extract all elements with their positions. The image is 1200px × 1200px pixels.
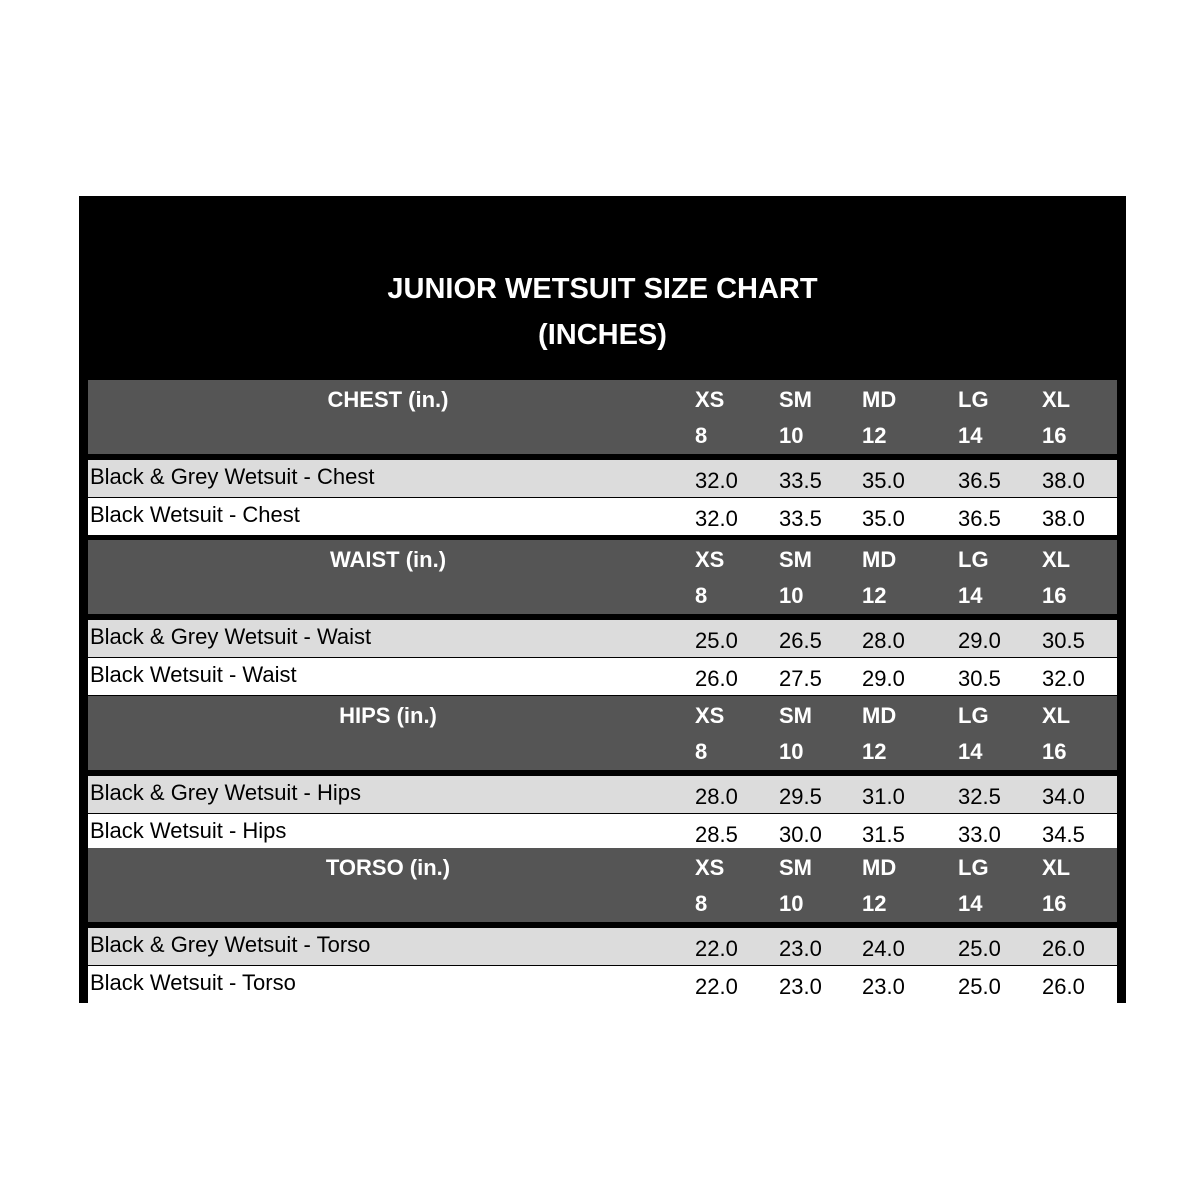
- row-label: Black Wetsuit - Waist: [90, 662, 297, 687]
- section-header-label: TORSO (in.): [325, 855, 451, 880]
- table-row: [88, 928, 1117, 965]
- size-code: XS: [695, 855, 725, 880]
- measurement-cell: 23.0: [779, 974, 822, 999]
- size-number: 10: [779, 583, 804, 608]
- section-header-label: HIPS (in.): [339, 703, 437, 728]
- measurement-cell: 31.0: [862, 784, 905, 809]
- measurement-cell: 35.0: [862, 506, 905, 531]
- size-number: 16: [1042, 891, 1067, 916]
- measurement-cell: 29.0: [958, 628, 1001, 653]
- size-code: SM: [779, 703, 812, 728]
- row-label: Black Wetsuit - Torso: [90, 970, 296, 995]
- measurement-cell: 28.0: [695, 784, 738, 809]
- measurement-cell: 33.0: [958, 822, 1001, 847]
- chart-title-line2: (INCHES): [538, 319, 667, 351]
- size-column-header: [779, 850, 812, 922]
- measurement-cell: 26.0: [1042, 936, 1085, 961]
- measurement-cell: 33.5: [779, 506, 822, 531]
- size-code: LG: [958, 387, 989, 412]
- size-number: 8: [695, 739, 708, 764]
- measurement-cell: 32.0: [1042, 666, 1085, 691]
- size-number: 12: [862, 583, 887, 608]
- section-header-label: CHEST (in.): [327, 387, 449, 412]
- measurement-cell: 28.5: [695, 822, 738, 847]
- size-code: XL: [1042, 855, 1071, 880]
- size-code: LG: [958, 855, 989, 880]
- row-label: Black & Grey Wetsuit - Torso: [90, 932, 371, 957]
- size-number: 14: [958, 423, 983, 448]
- size-number: 10: [779, 891, 804, 916]
- size-column-header: [958, 850, 989, 922]
- size-column-header: [958, 382, 989, 454]
- measurement-cell: 24.0: [862, 936, 905, 961]
- measurement-cell: 22.0: [695, 936, 738, 961]
- row-label: Black & Grey Wetsuit - Hips: [90, 780, 361, 805]
- size-code: SM: [779, 387, 812, 412]
- size-number: 14: [958, 891, 983, 916]
- row-label: Black & Grey Wetsuit - Chest: [90, 464, 375, 489]
- measurement-cell: 32.0: [695, 468, 738, 493]
- size-column-header: [1042, 850, 1070, 922]
- size-code: MD: [862, 703, 897, 728]
- table-row: [88, 620, 1117, 657]
- size-column-header: [1042, 698, 1070, 770]
- size-number: 12: [862, 891, 887, 916]
- size-column-header: [695, 698, 724, 770]
- measurement-cell: 38.0: [1042, 506, 1085, 531]
- size-column-header: [779, 382, 812, 454]
- size-column-header: [1042, 542, 1070, 614]
- measurement-cell: 35.0: [862, 468, 905, 493]
- section-header: [88, 380, 1117, 454]
- section-header: [88, 540, 1117, 614]
- size-code: XS: [695, 387, 725, 412]
- measurement-cell: 29.0: [862, 666, 905, 691]
- size-number: 16: [1042, 739, 1067, 764]
- table-row: [88, 776, 1117, 813]
- row-label: Black Wetsuit - Hips: [90, 818, 287, 843]
- size-number: 12: [862, 739, 887, 764]
- size-number: 8: [695, 423, 708, 448]
- size-column-header: [958, 542, 989, 614]
- size-column-header: [695, 382, 724, 454]
- size-number: 16: [1042, 423, 1067, 448]
- measurement-cell: 34.5: [1042, 822, 1085, 847]
- chart-title-line1: JUNIOR WETSUIT SIZE CHART: [387, 273, 818, 305]
- measurement-cell: 26.5: [779, 628, 822, 653]
- size-number: 14: [958, 583, 983, 608]
- size-code: LG: [958, 547, 989, 572]
- measurement-cell: 33.5: [779, 468, 822, 493]
- measurement-cell: 25.0: [958, 936, 1001, 961]
- measurement-cell: 26.0: [695, 666, 738, 691]
- measurement-cell: 30.0: [779, 822, 822, 847]
- size-number: 8: [695, 891, 708, 916]
- size-column-header: [695, 542, 724, 614]
- size-number: 10: [779, 739, 804, 764]
- measurement-cell: 36.5: [958, 468, 1001, 493]
- measurement-cell: 30.5: [1042, 628, 1085, 653]
- table-row: [88, 498, 1117, 535]
- table-row: [88, 460, 1117, 497]
- measurement-cell: 32.0: [695, 506, 738, 531]
- size-column-header: [695, 850, 724, 922]
- size-column-header: [779, 698, 812, 770]
- size-column-header: [862, 698, 896, 770]
- chart-title: [79, 266, 1126, 358]
- size-code: MD: [862, 547, 897, 572]
- row-label: Black & Grey Wetsuit - Waist: [90, 624, 372, 649]
- measurement-cell: 34.0: [1042, 784, 1085, 809]
- row-label: Black Wetsuit - Chest: [90, 502, 300, 527]
- measurement-cell: 32.5: [958, 784, 1001, 809]
- size-column-header: [779, 542, 812, 614]
- size-code: XS: [695, 547, 725, 572]
- size-code: SM: [779, 547, 812, 572]
- size-column-header: [862, 382, 896, 454]
- size-code: SM: [779, 855, 812, 880]
- measurement-cell: 38.0: [1042, 468, 1085, 493]
- size-column-header: [862, 542, 896, 614]
- section-header: [88, 848, 1117, 922]
- table-row: [88, 814, 1117, 851]
- size-column-header: [862, 850, 896, 922]
- table-row: [88, 966, 1117, 1003]
- size-code: XS: [695, 703, 725, 728]
- measurement-cell: 30.5: [958, 666, 1001, 691]
- section-header-label: WAIST (in.): [329, 547, 447, 572]
- size-column-header: [958, 698, 989, 770]
- size-number: 16: [1042, 583, 1067, 608]
- section-header: [88, 696, 1117, 770]
- measurement-cell: 36.5: [958, 506, 1001, 531]
- size-code: XL: [1042, 547, 1071, 572]
- measurement-cell: 25.0: [958, 974, 1001, 999]
- measurement-cell: 28.0: [862, 628, 905, 653]
- size-code: XL: [1042, 703, 1071, 728]
- size-code: MD: [862, 855, 897, 880]
- size-number: 14: [958, 739, 983, 764]
- measurement-cell: 31.5: [862, 822, 905, 847]
- size-code: MD: [862, 387, 897, 412]
- measurement-cell: 23.0: [862, 974, 905, 999]
- size-number: 12: [862, 423, 887, 448]
- size-column-header: [1042, 382, 1070, 454]
- measurement-cell: 26.0: [1042, 974, 1085, 999]
- measurement-cell: 25.0: [695, 628, 738, 653]
- table-row: [88, 658, 1117, 695]
- measurement-cell: 23.0: [779, 936, 822, 961]
- measurement-cell: 27.5: [779, 666, 822, 691]
- size-number: 8: [695, 583, 708, 608]
- size-number: 10: [779, 423, 804, 448]
- size-code: XL: [1042, 387, 1071, 412]
- measurement-cell: 29.5: [779, 784, 822, 809]
- measurement-cell: 22.0: [695, 974, 738, 999]
- size-code: LG: [958, 703, 989, 728]
- size-chart-frame: [79, 196, 1126, 1003]
